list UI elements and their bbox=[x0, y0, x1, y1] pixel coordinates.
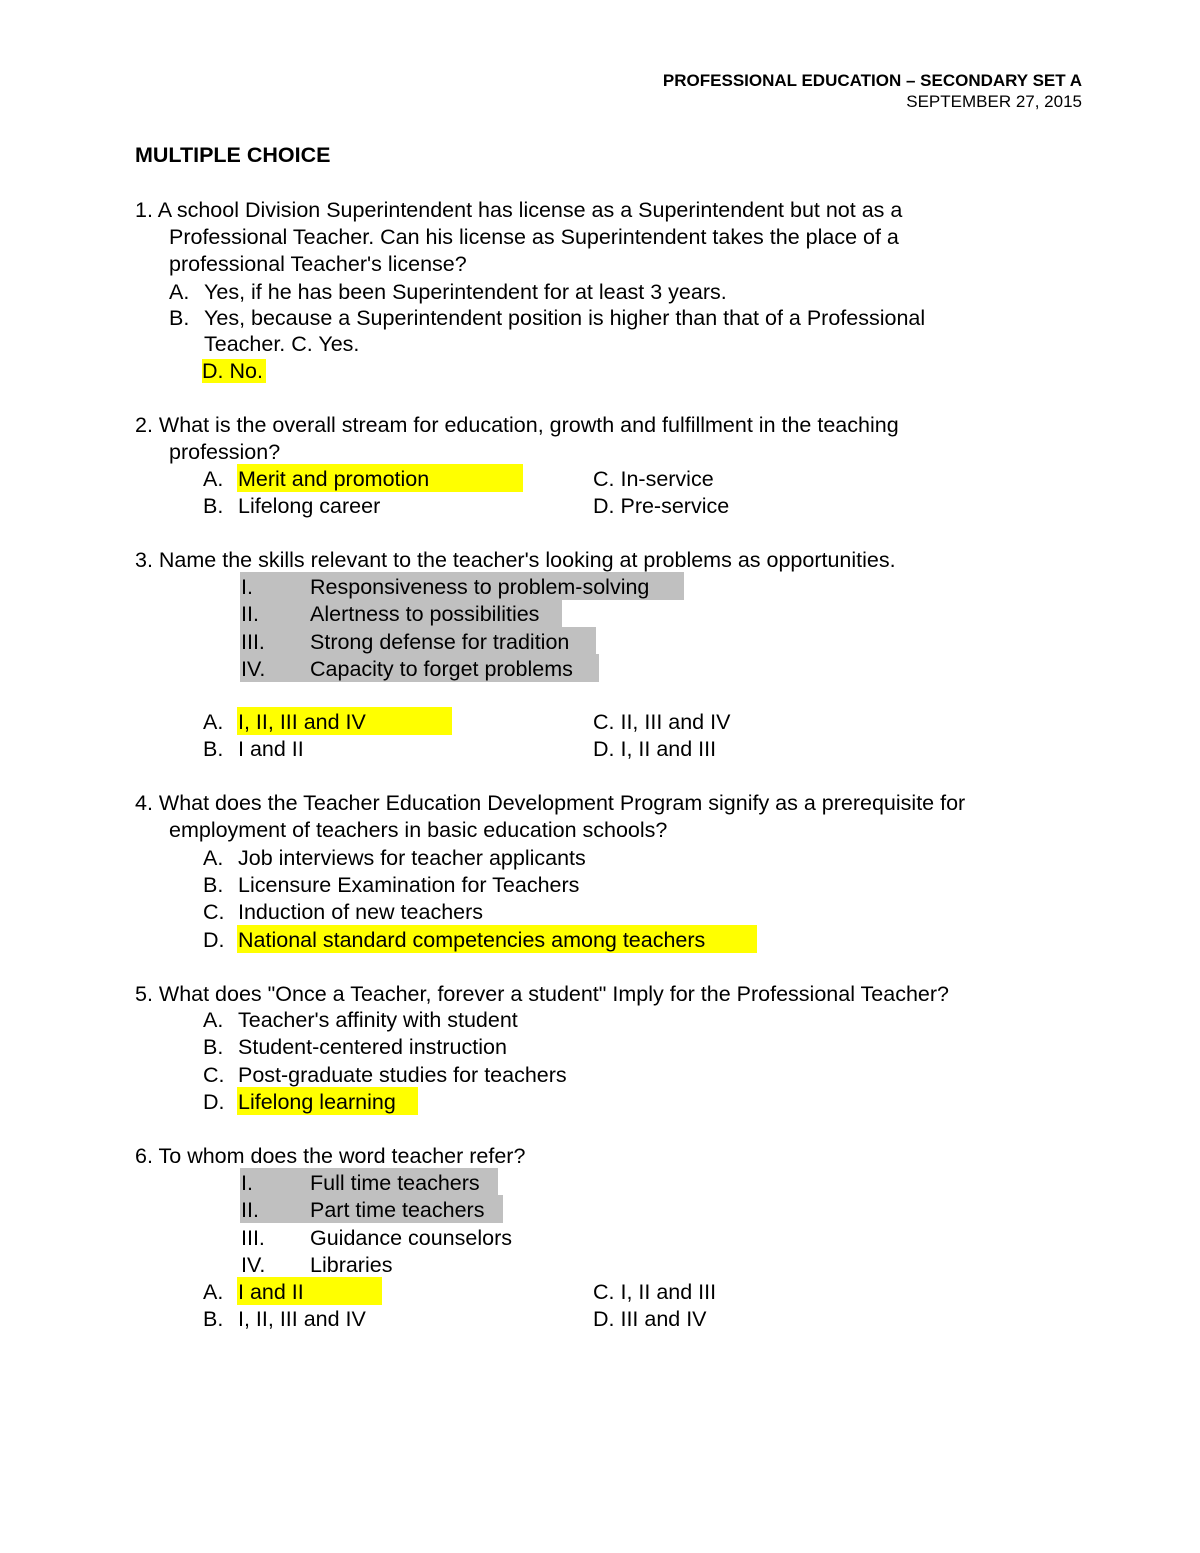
option-a-answer: I and II bbox=[238, 1280, 304, 1304]
roman-item-text: Capacity to forget problems bbox=[310, 657, 573, 681]
header-date: SEPTEMBER 27, 2015 bbox=[906, 92, 1082, 111]
question-1-line-1: 1. A school Division Superintendent has license as a Superintendent but not as a bbox=[135, 198, 903, 222]
roman-item-text: Guidance counselors bbox=[310, 1226, 512, 1250]
question-6-line-1: 6. To whom does the word teacher refer? bbox=[135, 1144, 526, 1168]
option-a-text: Teacher's affinity with student bbox=[238, 1008, 518, 1032]
roman-numeral: III. bbox=[241, 630, 265, 654]
roman-numeral: II. bbox=[241, 602, 259, 626]
option-a-text: Yes, if he has been Superintendent for at least 3 years. bbox=[204, 280, 727, 304]
question-4-line-1: 4. What does the Teacher Education Development Program signify as a prerequisite for bbox=[135, 791, 966, 815]
option-b-letter: B. bbox=[169, 306, 190, 330]
roman-numeral: I. bbox=[241, 1171, 253, 1195]
option-c-text: C. In-service bbox=[593, 467, 714, 491]
question-2-line-2: profession? bbox=[169, 440, 281, 464]
option-c-letter: C. bbox=[203, 1063, 225, 1087]
roman-item-text: Alertness to possibilities bbox=[310, 602, 540, 626]
option-b-letter: B. bbox=[203, 494, 224, 518]
option-d-answer: National standard competencies among teachers bbox=[238, 928, 706, 952]
option-b-letter: B. bbox=[203, 1307, 224, 1331]
option-d-answer: Lifelong learning bbox=[238, 1090, 396, 1114]
roman-numeral: III. bbox=[241, 1226, 265, 1250]
option-b-text-continued: Teacher. C. Yes. bbox=[204, 332, 360, 356]
option-b-text: I and II bbox=[238, 737, 304, 761]
roman-numeral: IV. bbox=[241, 657, 266, 681]
option-c-text: Induction of new teachers bbox=[238, 900, 484, 924]
option-c-text: Post-graduate studies for teachers bbox=[238, 1063, 567, 1087]
question-1-line-3: professional Teacher's license? bbox=[169, 252, 467, 276]
option-c-text: C. II, III and IV bbox=[593, 710, 731, 734]
option-d-text: D. III and IV bbox=[593, 1307, 707, 1331]
roman-item-text: Part time teachers bbox=[310, 1198, 485, 1222]
option-b-text: I, II, III and IV bbox=[238, 1307, 366, 1331]
option-b-letter: B. bbox=[203, 1035, 224, 1059]
option-d-letter: D. bbox=[203, 1090, 225, 1114]
roman-item-text: Strong defense for tradition bbox=[310, 630, 570, 654]
question-3-line-1: 3. Name the skills relevant to the teacher's looking at problems as opportunities. bbox=[135, 548, 896, 572]
option-d-text: D. Pre-service bbox=[593, 494, 730, 518]
option-a-text: Job interviews for teacher applicants bbox=[238, 846, 586, 870]
option-a-letter: A. bbox=[169, 280, 190, 304]
option-d-text: D. I, II and III bbox=[593, 737, 717, 761]
option-b-letter: B. bbox=[203, 737, 224, 761]
roman-item-text: Libraries bbox=[310, 1253, 393, 1277]
option-d-answer: D. No. bbox=[202, 359, 266, 383]
option-a-letter: A. bbox=[203, 846, 224, 870]
option-d-letter: D. bbox=[203, 928, 225, 952]
option-a-answer: I, II, III and IV bbox=[238, 710, 366, 734]
option-a-letter: A. bbox=[203, 1008, 224, 1032]
header-title: PROFESSIONAL EDUCATION – SECONDARY SET A bbox=[662, 71, 1082, 90]
roman-numeral: II. bbox=[241, 1198, 259, 1222]
option-d-wrap bbox=[202, 359, 266, 384]
option-b-text: Lifelong career bbox=[238, 494, 381, 518]
option-a-answer: Merit and promotion bbox=[238, 467, 430, 491]
option-b-text: Yes, because a Superintendent position is higher than that of a Professional bbox=[204, 306, 926, 330]
question-1-line-2: Professional Teacher. Can his license as Superintendent takes the place of a bbox=[169, 225, 899, 249]
question-4-line-2: employment of teachers in basic education schools? bbox=[169, 818, 668, 842]
option-c-text: C. I, II and III bbox=[593, 1280, 717, 1304]
option-b-letter: B. bbox=[203, 873, 224, 897]
option-a-letter: A. bbox=[203, 710, 224, 734]
option-a-letter: A. bbox=[203, 467, 224, 491]
option-b-text: Student-centered instruction bbox=[238, 1035, 507, 1059]
roman-item-text: Responsiveness to problem-solving bbox=[310, 575, 650, 599]
question-2-line-1: 2. What is the overall stream for education, growth and fulfillment in the teaching bbox=[135, 413, 899, 437]
roman-numeral: I. bbox=[241, 575, 253, 599]
option-c-letter: C. bbox=[203, 900, 225, 924]
option-a-letter: A. bbox=[203, 1280, 224, 1304]
section-title: MULTIPLE CHOICE bbox=[135, 143, 331, 167]
roman-item-text: Full time teachers bbox=[310, 1171, 480, 1195]
question-5-line-1: 5. What does "Once a Teacher, forever a student" Imply for the Professional Teacher? bbox=[135, 982, 949, 1006]
roman-numeral: IV. bbox=[241, 1253, 266, 1277]
option-b-text: Licensure Examination for Teachers bbox=[238, 873, 580, 897]
